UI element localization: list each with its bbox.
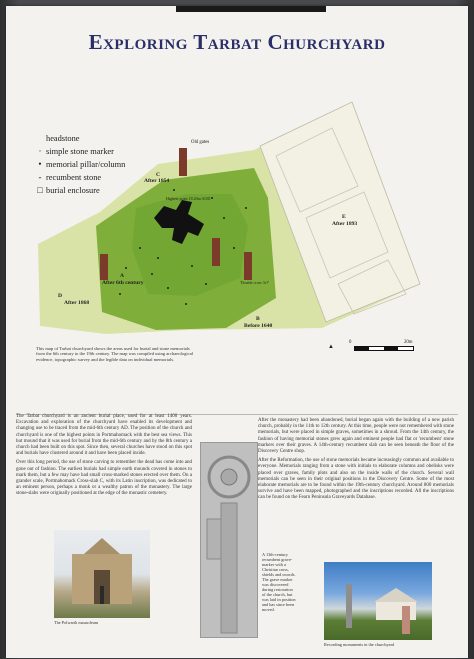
map-label-after-1854: After 1854 — [144, 178, 170, 184]
information-board — [6, 6, 468, 658]
map-label-before-1640: Before 1640 — [244, 323, 273, 329]
paragraph-monastery: After the monastery had been abandoned, burial began again with the building of a new parish church, probably in the 11th to 12th century. At this time, people were not remembered with stone memorials, but were placed in simple graves, sometimes in a shroud. From the 14th century, the fashion of having memorial stones grew again and eminent people had flat or 'recumbent' stone markers over their graves. A 14th-century recumbent slab can be seen beneath the floor of the Discovery Centre shop. — [258, 418, 454, 455]
legend-item-simple-stone-marker: · simple stone marker — [34, 145, 125, 158]
map-label-old-gates: Old gates — [191, 140, 210, 145]
dot-icon: • — [38, 159, 42, 169]
mounting-bracket — [176, 6, 326, 12]
burial-enclosure-west — [100, 254, 108, 280]
map-label-c: C — [156, 172, 161, 178]
burial-enclosure-north — [179, 148, 187, 176]
map-label-after-1868: After 1868 — [64, 300, 90, 306]
page-title: Exploring Tarbat Churchyard — [88, 30, 386, 54]
churchyard-scene-illustration — [324, 562, 432, 640]
legend-item-memorial-pillar: • memorial pillar/column — [34, 158, 125, 171]
map-label-after-1893: After 1893 — [332, 221, 358, 227]
map-caption: This map of Tarbat churchyard shows the areas used for burial and stone memorials from the 6th century to the 19th century. The map was compiled using archaeological evidence, topographic survey and the legible data on individual memorials. — [36, 346, 194, 362]
highest-point-area — [132, 194, 248, 296]
polwarth-mausoleum-photo — [54, 530, 150, 618]
small-dot-icon: · — [38, 146, 42, 156]
burial-enclosure-east — [244, 252, 252, 280]
text-column-left — [16, 414, 192, 498]
map-label-d: D — [58, 293, 63, 299]
mausoleum-illustration — [54, 530, 150, 618]
map-label-e: E — [342, 214, 346, 220]
churchyard-map — [36, 98, 426, 340]
map-label-after-6th-century: After 6th century — [102, 280, 144, 286]
text-column-right — [258, 418, 454, 502]
photo-caption-mausoleum: The Polwarth mausoleum — [54, 620, 99, 625]
scale-bar — [354, 346, 414, 351]
photo-caption-memorials: Recording monuments in the churchyard — [324, 642, 395, 647]
memorials-in-churchyard-photo — [324, 562, 432, 640]
dash-icon: - — [38, 172, 42, 182]
burial-enclosure-centre — [212, 238, 220, 266]
stone-caption: A 13th-century recumbent grave-marker with a Christian cross, shields and swords. The grave marker was discovered during restoration of the church, but was laid in position and has since been moved. — [262, 552, 296, 612]
paragraph-reformation: After the Reformation, the use of stone memorials became increasingly common and available to everyone. Memorials ranging from a stone with initials to elaborate columns and obelisks were placed over graves, family plots and also on the inside walls of the church. Several wall memorials can be seen in their original positions in the Discovery Centre. Some of the most elaborate memorials are to be found within the 19th-century churchyard. Around 800 memorials survive and have been mapped, photographed and the inscriptions recorded. All the inscriptions can be found on the Fearn Peninsula Graveyards Database. — [258, 458, 454, 501]
scale-label-zero: 0 — [349, 340, 352, 345]
map-label-b: B — [256, 316, 260, 322]
paragraph-introduction: The Tarbat churchyard is an ancient burial place, used for at least 1400 years. Excavation and exploration of the churchyard have enabled its development and changing use to be traced from the mid-6th century AD. The position of the church and churchyard is one of the highest points in Portmahomack with the best sea views. This hut mound that it was used for burial from the mid-6th century and by the 8th century a church had been built on this spot. Since then, several churches have stood on this spot and burials have clustered around it and have been placed inside. — [16, 414, 192, 457]
paragraph-early-burials: Over this long period, the use of stone carving to remember the dead has come into and gone out of fashion. The earliest burials had simple earth mounds covered in stones to mark them, but a few may have had small cross-marked stones erected over them. On a grander scale, Portmahomack Cross-slab C, with its Latin inscription, was dedicated to an eminent person, perhaps a monk or a wealthy patron of the monastery. The large stone-slabs were originally positioned at the edge of the monastic cemetery. — [16, 460, 192, 497]
scale-label-20m: 20m — [404, 340, 413, 345]
legend-item-headstone: headstone — [46, 134, 80, 143]
square-outline-icon: □ — [37, 185, 43, 195]
map-label-a: A — [120, 273, 125, 279]
legend-item-burial-enclosure: □ burial enclosure — [34, 184, 125, 197]
cross-slab-illustration — [201, 443, 257, 637]
legend-item-recumbent-stone: - recumbent stone — [34, 171, 125, 184]
map-label-highest-point: Highest point 18.20m AOD — [166, 196, 211, 201]
north-arrow-icon: ▲ — [328, 344, 334, 350]
map-label-double-cross: 'Double cross 3c?' — [240, 280, 269, 285]
carved-stone-drawing — [200, 442, 258, 638]
